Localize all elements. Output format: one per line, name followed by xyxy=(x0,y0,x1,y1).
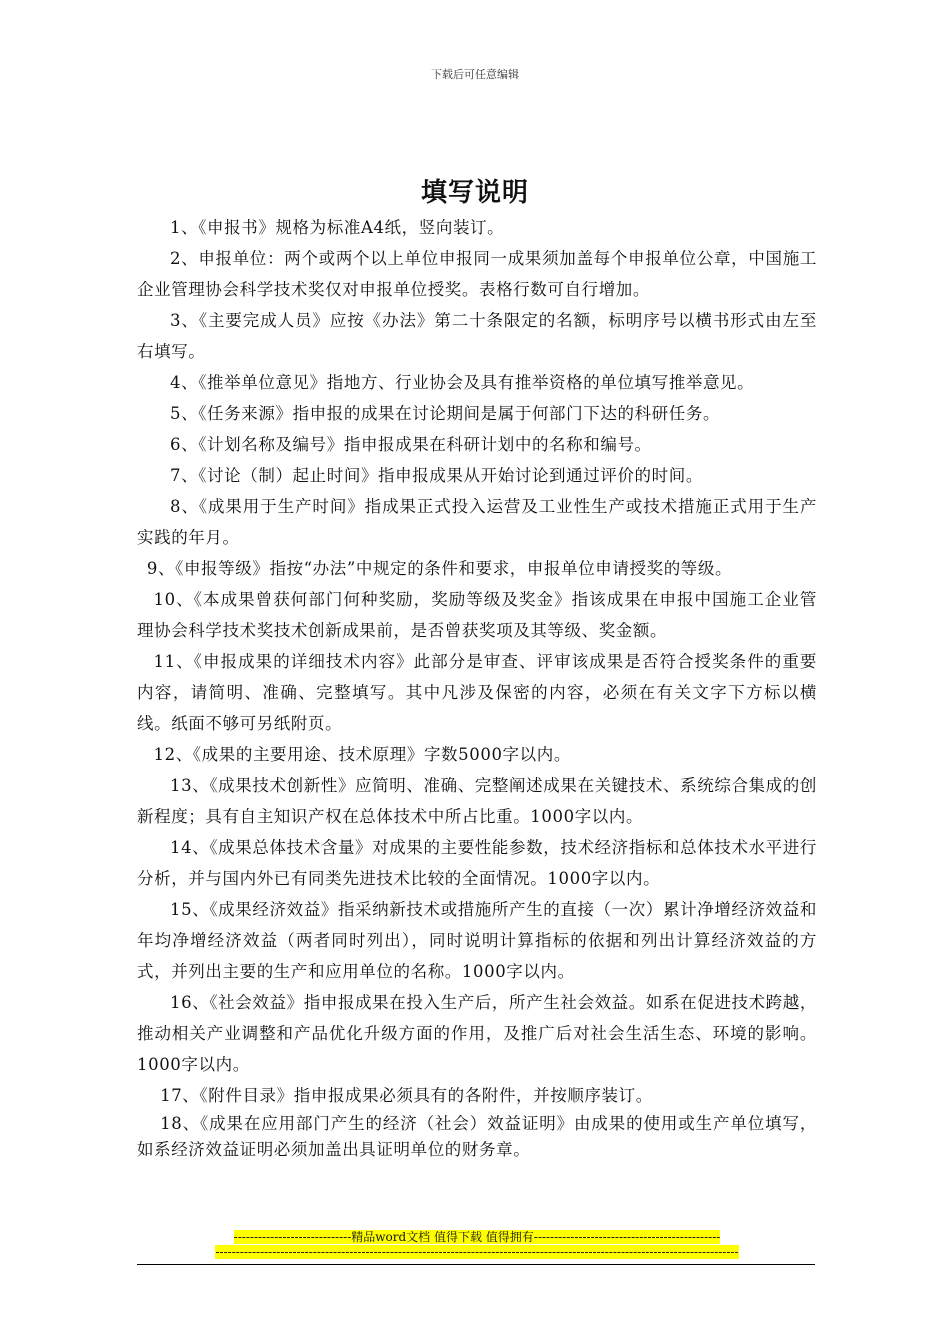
instruction-item-6: 6、《计划名称及编号》指申报成果在科研计划中的名称和编号。 xyxy=(170,435,652,454)
instruction-item-8: 8、《成果用于生产时间》指成果正式投入运营及工业性生产或技术措施正式用于生产实践的年月。 xyxy=(137,497,817,547)
instruction-item-9: 9、《申报等级》指按“办法”中规定的条件和要求，申报单位申请授奖的等级。 xyxy=(146,559,733,578)
footer-rule xyxy=(137,1264,815,1265)
instruction-item-13: 13、《成果技术创新性》应简明、准确、完整阐述成果在关键技术、系统综合集成的创新程度；具有自主知识产权在总体技术中所占比重。1000字以内。 xyxy=(137,776,817,826)
instruction-item-15: 15、《成果经济效益》指采纳新技术或措施所产生的直接（一次）累计净增经济效益和年均净增经济效益（两者同时列出），同时说明计算指标的依据和列出计算经济效益的方式，并列出主要的生产和应用单位的名称。1000字以内。 xyxy=(137,900,817,981)
instruction-item-3: 3、《主要完成人员》应按《办法》第二十条限定的名额，标明序号以横书形式由左至右填写。 xyxy=(137,311,817,361)
promo-banner-line-1 xyxy=(137,1230,817,1244)
instruction-item-11: 11、《申报成果的详细技术内容》此部分是审查、评审该成果是否符合授奖条件的重要内容，请简明、准确、完整填写。其中凡涉及保密的内容，必须在有关文字下方标以横线。纸面不够可另纸附页。 xyxy=(137,652,817,733)
instruction-item-14: 14、《成果总体技术含量》对成果的主要性能参数，技术经济指标和总体技术水平进行分析，并与国内外已有同类先进技术比较的全面情况。1000字以内。 xyxy=(137,838,817,888)
page-title: 填写说明 xyxy=(420,178,529,208)
instruction-item-17: 17、《附件目录》指申报成果必须具有的各附件，并按顺序装订。 xyxy=(160,1086,653,1105)
promo-banner-line-2 xyxy=(137,1245,817,1259)
instructions-body xyxy=(137,212,817,1163)
instruction-item-7: 7、《讨论（制）起止时间》指申报成果从开始讨论到通过评价的时间。 xyxy=(170,466,703,485)
promo-banner-dashes: --------------------------------------------------------------------------------------------------------------------------------- xyxy=(215,1245,739,1259)
instruction-item-5: 5、《任务来源》指申报的成果在讨论期间是属于何部门下达的科研任务。 xyxy=(170,404,721,423)
instruction-item-12: 12、《成果的主要用途、技术原理》字数5000字以内。 xyxy=(153,745,571,764)
instruction-item-4: 4、《推举单位意见》指地方、行业协会及具有推举资格的单位填写推举意见。 xyxy=(170,373,755,392)
promo-banner-text: -----------------------------精品word文档 值得下载 值得拥有---------------------------------------------- xyxy=(233,1230,721,1244)
instruction-item-18: 18、《成果在应用部门产生的经济（社会）效益证明》由成果的使用或生产单位填写，如系经济效益证明必须加盖出具证明单位的财务章。 xyxy=(137,1114,817,1159)
instruction-item-16: 16、《社会效益》指申报成果在投入生产后，所产生社会效益。如系在促进技术跨越，推动相关产业调整和产品优化升级方面的作用，及推广后对社会生活生态、环境的影响。 1000字以内。 xyxy=(137,993,817,1074)
instruction-item-2: 2、申报单位：两个或两个以上单位申报同一成果须加盖每个申报单位公章，中国施工企业管理协会科学技术奖仅对申报单位授奖。表格行数可自行增加。 xyxy=(137,249,817,299)
instruction-item-10: 10、《本成果曾获何部门何种奖励，奖励等级及奖金》指该成果在申报中国施工企业管理协会科学技术奖技术创新成果前，是否曾获奖项及其等级、奖金额。 xyxy=(137,590,817,640)
header-note: 下载后可任意编辑 xyxy=(431,68,519,81)
instruction-item-1: 1、《申报书》规格为标准A4纸，竖向装订。 xyxy=(170,218,505,237)
